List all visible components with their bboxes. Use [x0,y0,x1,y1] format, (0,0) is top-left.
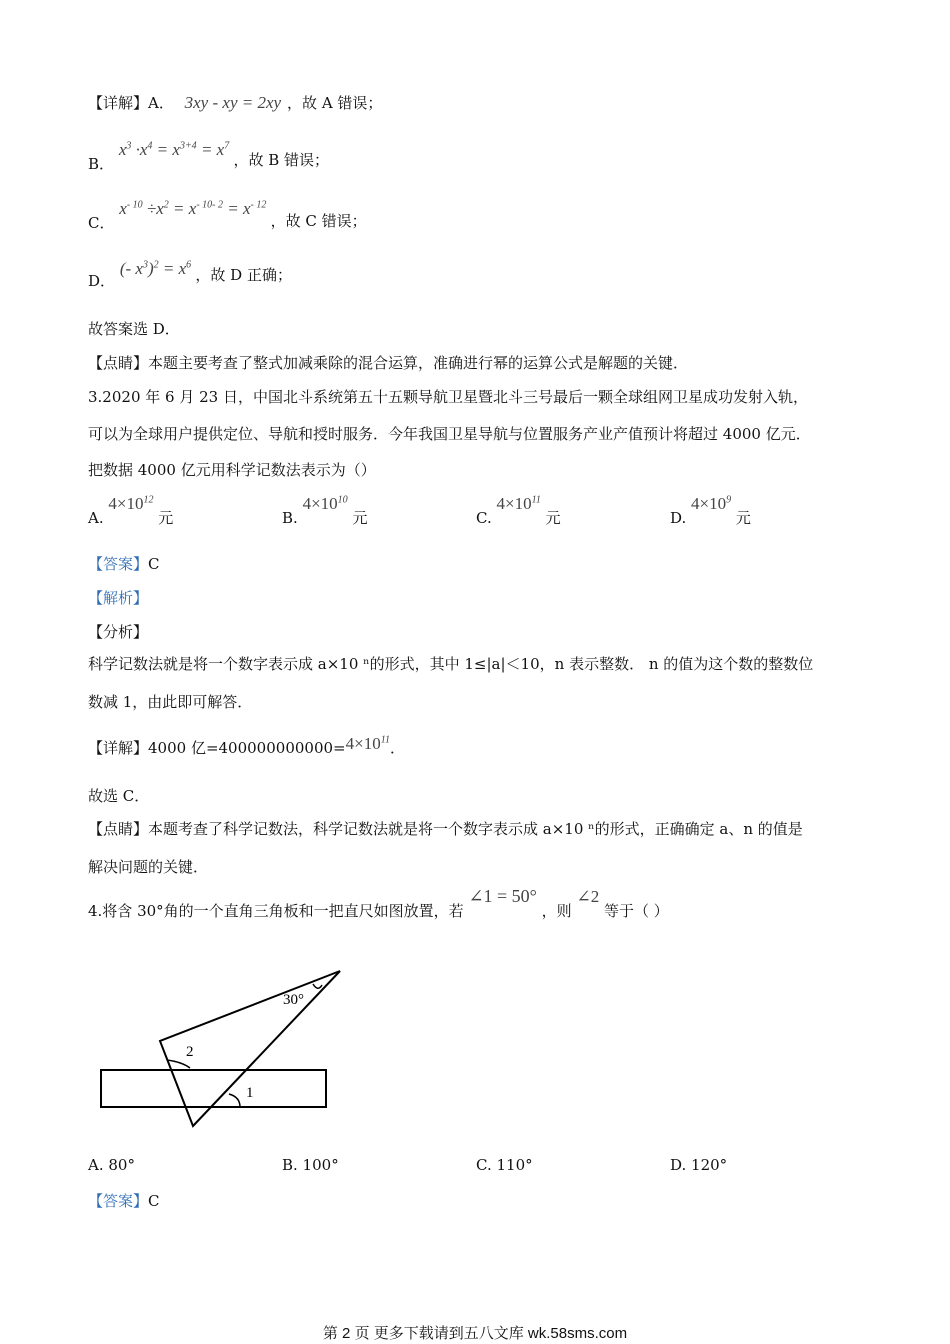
angle-30-arc [313,984,322,988]
detail-b-line: B． $x^3 \cdot x^4 = x^{3+4} = x^7$ ，故 B 错误； [88,140,330,173]
q4-option-a: A. 80° [88,1156,135,1174]
angle-1-arc [229,1094,240,1107]
q3-detail: 【详解】4000 亿$=400000000000=4\times 10^{11}$． [88,734,405,757]
angle-30-label: 30° [283,992,304,1008]
formula-a: 3xy - xy = 2xy [184,93,282,112]
q4-answer: 【答案】C [88,1192,160,1210]
page-footer: 第 2 页 更多下载请到五八文库 wk.58sms.com [322,1325,628,1342]
q4-question: 4.将含 30°角的一个直角三角板和一把直尺如图放置，若 ∠1 = 50° ，则 ∠2 等于（ ） [88,886,669,920]
q3-option-c: C. $4\times 10^{11}$ 元 [476,494,561,527]
formula-c: $x^{- 10} \div x^2 = x^{- 10- 2} = x^{- 12}$ [119,199,267,218]
q4-option-c: C. 110° [476,1156,533,1174]
q3-text-line2: 可以为全球用户提供定位、导航和授时服务．今年我国卫星导航与位置服务产业产值预计将超过 4000 亿元． [88,425,811,443]
angle-2-label: 2 [186,1044,194,1060]
angle-1-label: 1 [246,1085,254,1101]
q3-fenxi-tag: 【分析】 [88,623,149,641]
detail-tag: 【详解】 [88,94,149,112]
detail1-conclusion: 故答案选 D． [88,320,180,338]
q4-option-b: B. 100° [282,1156,339,1174]
q3-analysis-tag: 【解析】 [88,589,149,607]
ruler [101,1070,326,1107]
detail-c-line: C． $x^{- 10} \div x^2 = x^{- 10- 2} = x^{- 12}$ ，故 C 错误； [88,199,367,232]
q3-comment-line2: 解决问题的关键． [88,858,209,876]
q4-option-d: D. 120° [670,1156,728,1174]
q3-option-d: D. $4\times 10^9$ 元 [670,494,751,527]
q3-analysis-line1: 科学记数法就是将一个数字表示成 a×10 ⁿ的形式，其中 1≤|a|＜10，n 表示整数． n 的值为这个数的整数位 [88,655,814,673]
detail-a-line: 【详解】A． 3xy - xy = 2xy ，故 A 错误； [88,93,383,112]
formula-d: (- $x^3)^2 = x^6$ [119,259,192,278]
formula-b: $x^3 \cdot x^4 = x^{3+4} = x^7$ [118,140,230,159]
q3-text-line1: 3.2020 年 6 月 23 日，中国北斗系统第五十五颗导航卫星暨北斗三号最后一颗全球组网卫星成功发射入轨， [88,388,808,406]
q3-answer: 【答案】C [88,555,160,573]
q3-option-a: A. $4\times 10^{12}$ 元 [88,494,174,527]
q3-option-b: B. $4\times 10^{10}$ 元 [282,494,368,527]
q3-analysis-line2: 数减 1，由此即可解答． [88,693,253,711]
q3-comment-line1: 【点睛】本题考查了科学记数法，科学记数法就是将一个数字表示成 a×10 ⁿ的形式，正确确定 a、n 的值是 [88,820,803,838]
detail-d-line: D． (- $x^3)^2 = x^6$ ，故 D 正确； [88,259,292,290]
detail1-comment: 【点睛】本题主要考查了整式加减乘除的混合运算，准确进行幂的运算公式是解题的关键． [88,354,689,372]
q3-text-line3: 把数据 4000 亿元用科学记数法表示为（） [88,461,376,479]
q3-conclusion: 故选 C． [88,787,150,805]
